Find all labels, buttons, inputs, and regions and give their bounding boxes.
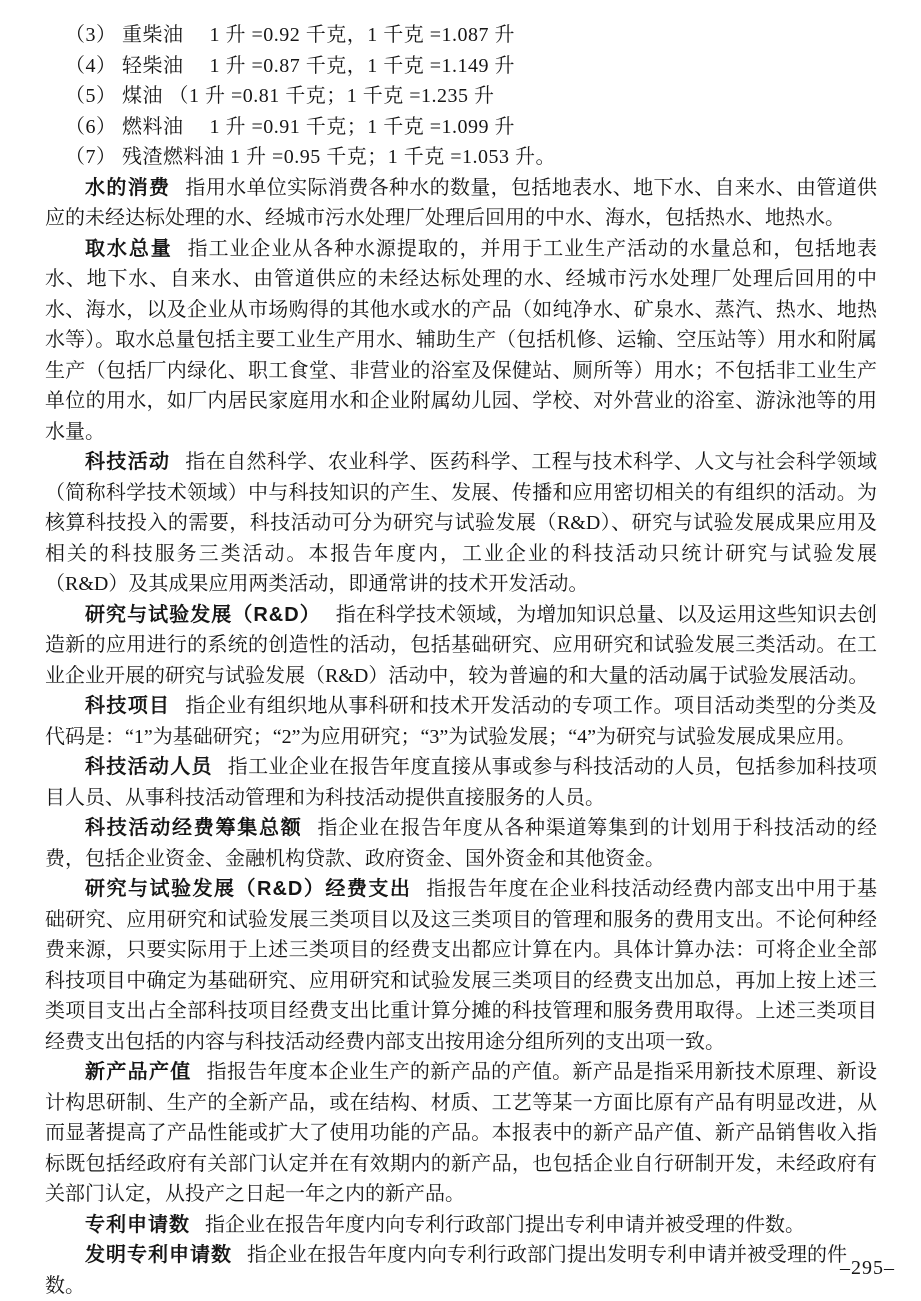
definition-paragraph: [45, 600, 877, 692]
definition-text: 指报告年度在企业科技活动经费内部支出中用于基础研究、应用研究和试验发展三类项目以及这三类项目的管理和服务的费用支出。不论何种经费来源，只要实际用于上述三类项目的经费支出都应计算在内。具体计算办法：可将企业全部科技项目中确定为基础研究、应用研究和试验发展三类项目的经费支出加总，再加上按上述三类项目支出占全部科技项目经费支出比重计算分摊的科技管理和服务费用取得。上述三类项目经费支出包括的内容与科技活动经费内部支出按用途分组所列的支出项一致。: [45, 878, 877, 1053]
list-item-text: （5） 煤油 （1 升 =0.81 千克；1 千克 =1.235 升: [65, 85, 495, 107]
definition-paragraph: [45, 813, 877, 874]
definition-paragraph: [45, 1057, 877, 1210]
definition-term: 研究与试验发展（R&D）经费支出: [85, 878, 412, 900]
definition-paragraph: [45, 1240, 877, 1301]
page-content: [45, 20, 877, 1301]
list-item: [45, 51, 877, 82]
definition-paragraph: [45, 234, 877, 448]
list-item-text: （7） 残渣燃料油 1 升 =0.95 千克；1 千克 =1.053 升。: [65, 146, 557, 168]
definition-paragraph: [45, 691, 877, 752]
definition-term: 研究与试验发展（R&D）: [85, 603, 321, 626]
list-item: [45, 112, 877, 143]
definition-paragraph: [45, 447, 877, 600]
definition-term: 科技活动经费筹集总额: [85, 817, 303, 839]
definition-term: 新产品产值: [85, 1061, 192, 1083]
list-item: [45, 142, 877, 173]
definition-paragraph: [45, 1210, 877, 1241]
list-item-text: （6） 燃料油 1 升 =0.91 千克；1 千克 =1.099 升: [65, 115, 516, 138]
definition-term: 科技项目: [85, 695, 171, 717]
list-item-text: （3） 重柴油 1 升 =0.92 千克，1 千克 =1.087 升: [65, 24, 516, 46]
definition-text: 指工业企业在报告年度直接从事或参与科技活动的人员，包括参加科技项目人员、从事科技活动管理和为科技活动提供直接服务的人员。: [45, 756, 878, 809]
definition-term: 科技活动: [85, 451, 171, 473]
definition-text: 指用水单位实际消费各种水的数量，包括地表水、地下水、自来水、由管道供应的未经达标处理的水、经城市污水处理厂处理后回用的中水、海水，包括热水、地热水。: [45, 176, 878, 229]
definition-term: 发明专利申请数: [85, 1244, 232, 1266]
definition-text: 指企业在报告年度从各种渠道筹集到的计划用于科技活动的经费，包括企业资金、金融机构贷款、政府资金、国外资金和其他资金。: [45, 817, 877, 870]
definition-term: 水的消费: [85, 176, 171, 199]
definition-text: 指报告年度本企业生产的新产品的产值。新产品是指采用新技术原理、新设计构思研制、生产的全新产品，或在结构、材质、工艺等某一方面比原有产品有明显改进，从而显著提高了产品性能或扩大了使用功能的产品。本报表中的新产品产值、新产品销售收入指标既包括经政府有关部门认定并在有效期内的新产品，也包括企业自行研制开发，未经政府有关部门认定，从投产之日起一年之内的新产品。: [45, 1061, 878, 1205]
definition-text: 指企业在报告年度内向专利行政部门提出发明专利申请并被受理的件数。: [45, 1244, 847, 1297]
definition-paragraph: [45, 874, 877, 1057]
definition-paragraph: [45, 752, 877, 813]
definition-term: 取水总量: [85, 237, 173, 260]
definition-text: 指在自然科学、农业科学、医药科学、工程与技术科学、人文与社会科学领域（简称科学技术领域）中与科技知识的产生、发展、传播和应用密切相关的有组织的活动。为核算科技投入的需要，科技活动可分为研究与试验发展（R&D）、研究与试验发展成果应用及相关的科技服务三类活动。本报告年度内，工业企业的科技活动只统计研究与试验发展（R&D）及其成果应用两类活动，即通常讲的技术开发活动。: [45, 451, 878, 595]
list-item: [45, 20, 877, 51]
definition-text: 指工业企业从各种水源提取的，并用于工业生产活动的水量总和，包括地表水、地下水、自来水、由管道供应的未经达标处理的水、经城市污水处理厂处理后回用的中水、海水，以及企业从市场购得的其他水或水的产品（如纯净水、矿泉水、蒸汽、热水、地热水等）。取水总量包括主要工业生产用水、辅助生产（包括机修、运输、空压站等）用水和附属生产（包括厂内绿化、职工食堂、非营业的浴室及保健站、厕所等）用水；不包括非工业生产单位的用水，如厂内居民家庭用水和企业附属幼儿园、学校、对外营业的浴室、游泳池等的用水量。: [45, 237, 878, 443]
definition-paragraph: [45, 173, 877, 234]
definition-text: 指企业在报告年度内向专利行政部门提出专利申请并被受理的件数。: [205, 1213, 805, 1236]
list-item-text: （4） 轻柴油 1 升 =0.87 千克，1 千克 =1.149 升: [65, 54, 516, 77]
definition-text: 指企业有组织地从事科研和技术开发活动的专项工作。项目活动类型的分类及代码是：“1”为基础研究；“2”为应用研究；“3”为试验发展；“4”为研究与试验发展成果应用。: [45, 695, 878, 748]
page-number: –295–: [840, 1257, 895, 1279]
definition-term: 专利申请数: [85, 1213, 190, 1236]
definition-text: 指在科学技术领域，为增加知识总量、以及运用这些知识去创造新的应用进行的系统的创造性的活动，包括基础研究、应用研究和试验发展三类活动。在工业企业开展的研究与试验发展（R&D）活动中，较为普遍的和大量的活动属于试验发展活动。: [45, 603, 877, 687]
definition-term: 科技活动人员: [85, 756, 213, 778]
list-item: [45, 81, 877, 112]
